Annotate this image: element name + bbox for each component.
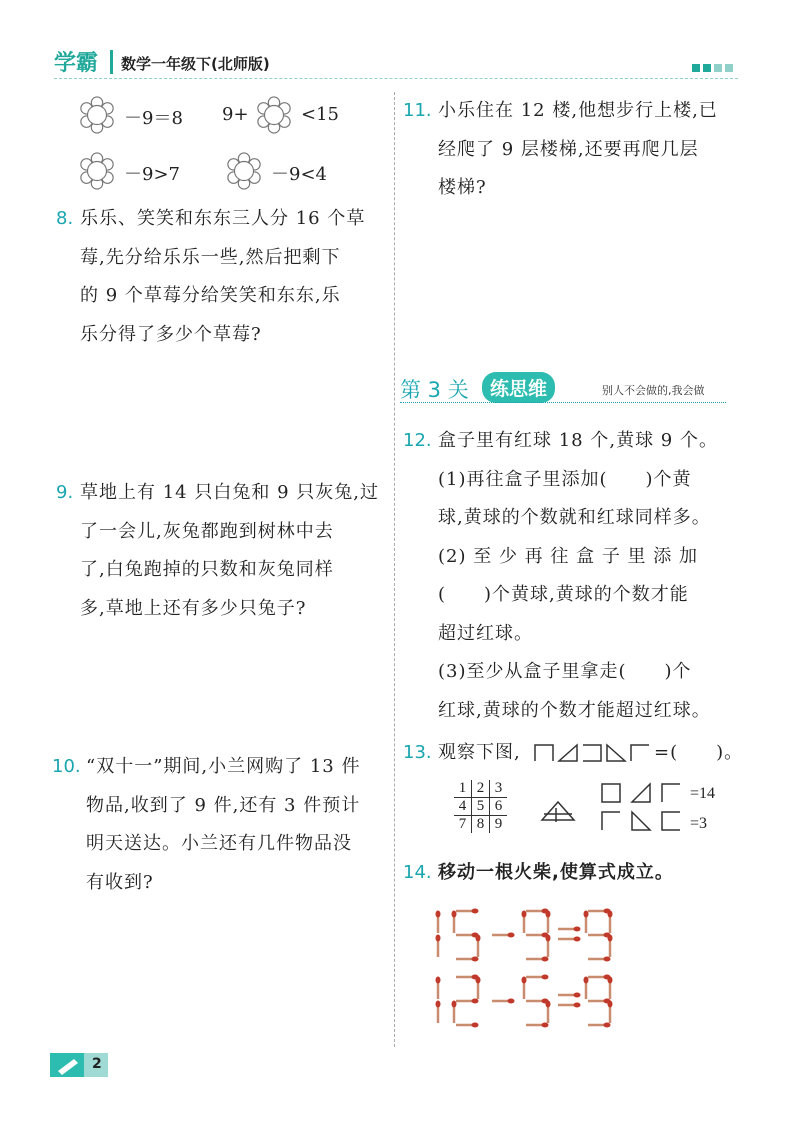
flower-blank-icon bbox=[78, 152, 116, 190]
question-10-text bbox=[86, 748, 360, 902]
section-rule bbox=[400, 402, 726, 403]
grid-cell: 9 bbox=[490, 816, 508, 834]
column-divider bbox=[394, 92, 395, 1047]
text-line: (2) 至 少 再 往 盒 子 里 添 加 bbox=[438, 545, 698, 567]
text-line: 小乐住在 12 楼,他想步行上楼,已 bbox=[438, 100, 718, 121]
matchstick-puzzle bbox=[432, 905, 622, 1035]
section-badge: 练思维 bbox=[482, 372, 555, 403]
text-line: 盒子里有红球 18 个,黄球 9 个。 bbox=[438, 430, 718, 451]
question-number: 8. bbox=[56, 208, 74, 229]
question-13-text: 观察下图, bbox=[438, 742, 521, 763]
grid-cell: 2 bbox=[472, 780, 490, 798]
header-divider-bar bbox=[110, 50, 113, 74]
question-number: 9. bbox=[56, 482, 74, 503]
equation-result-1: =14 bbox=[690, 785, 716, 802]
text-line: 球,黄球的个数就和红球同样多。 bbox=[438, 507, 711, 528]
question-9-text bbox=[80, 474, 379, 628]
text-line: 草地上有 14 只白兔和 9 只灰兔,过 bbox=[80, 482, 379, 503]
question-number: 12. bbox=[403, 430, 432, 451]
grid-cell: 8 bbox=[472, 816, 490, 834]
matchstick-equation-2 bbox=[436, 975, 613, 1028]
text-line: “双十一”期间,小兰网购了 13 件 bbox=[86, 756, 361, 777]
expression-4: －9<4 bbox=[271, 164, 327, 185]
shape-sequence-icons bbox=[533, 741, 653, 765]
text-line: ( )个黄球,黄球的个数才能 bbox=[438, 584, 689, 605]
brand-logo: 学霸 bbox=[54, 51, 99, 76]
pencil-icon bbox=[50, 1053, 84, 1077]
matchstick-equation-1 bbox=[436, 909, 613, 962]
text-line: 物品,收到了 9 件,还有 3 件预计 bbox=[86, 794, 361, 816]
page-number: 2 bbox=[92, 1056, 102, 1072]
question-number: 11. bbox=[403, 100, 432, 121]
book-title: 数学一年级下(北师版) bbox=[121, 55, 270, 73]
grid-cell: 1 bbox=[458, 780, 467, 796]
expression-2-left: 9+ bbox=[222, 104, 249, 125]
text-line: 乐分得了多少个草莓? bbox=[80, 323, 262, 345]
text-line: 楼梯? bbox=[438, 177, 487, 198]
text-line: 超过红球。 bbox=[438, 622, 533, 644]
text-line: 红球,黄球的个数才能超过红球。 bbox=[438, 699, 711, 721]
text-line: 有收到? bbox=[86, 871, 154, 893]
question-13-tail: =( )。 bbox=[654, 742, 744, 763]
grid-cell: 5 bbox=[472, 798, 490, 816]
grid-cell: 7 bbox=[454, 816, 472, 834]
text-line: 莓,先分给乐乐一些,然后把剩下 bbox=[80, 246, 341, 268]
grid-cell: 4 bbox=[454, 798, 472, 816]
question-11-text bbox=[438, 92, 718, 208]
grid-cell: 6 bbox=[490, 798, 508, 816]
expression-1: －9＝8 bbox=[124, 108, 183, 129]
question-number: 13. bbox=[403, 742, 432, 763]
shape-equations-icons bbox=[600, 782, 686, 842]
text-line: 经爬了 9 层楼梯,还要再爬几层 bbox=[438, 138, 699, 160]
text-line: 乐乐、笑笑和东东三人分 16 个草 bbox=[80, 208, 366, 229]
flower-blank-icon bbox=[255, 96, 293, 134]
question-number: 10. bbox=[52, 756, 81, 777]
question-number: 14. bbox=[403, 862, 432, 883]
text-line: 了,白兔跑掉的只数和灰兔同样 bbox=[80, 559, 334, 580]
expression-3: －9>7 bbox=[124, 164, 180, 185]
text-line: (3)至少从盒子里拿走( )个 bbox=[438, 661, 692, 682]
text-line: 明天送达。小兰还有几件物品没 bbox=[86, 833, 352, 854]
section-banner bbox=[400, 370, 730, 410]
text-line: 了一会儿,灰兔都跑到树林中去 bbox=[80, 520, 334, 542]
text-line: 的 9 个草莓分给笑笑和东东,乐 bbox=[80, 285, 341, 306]
section-title: 第 3 关 bbox=[400, 378, 469, 402]
question-8-text bbox=[80, 200, 365, 354]
header-rule bbox=[54, 78, 738, 79]
question-12-text bbox=[438, 422, 718, 730]
header-squares bbox=[692, 64, 733, 72]
text-line: 多,草地上还有多少只兔子? bbox=[80, 597, 307, 619]
text-line: (1)再往盒子里添加( )个黄 bbox=[438, 468, 692, 490]
expression-2-right: <15 bbox=[301, 104, 339, 125]
question-14-text: 移动一根火柴,使算式成立。 bbox=[438, 862, 674, 883]
triangle-plus-icon bbox=[540, 798, 576, 824]
grid-cell: 3 bbox=[490, 780, 508, 798]
flower-blank-icon bbox=[225, 152, 263, 190]
number-grid bbox=[454, 780, 507, 833]
equation-result-2: =3 bbox=[690, 815, 708, 832]
section-subtitle: 别人不会做的,我会做 bbox=[602, 384, 705, 397]
flower-blank-icon bbox=[78, 96, 116, 134]
